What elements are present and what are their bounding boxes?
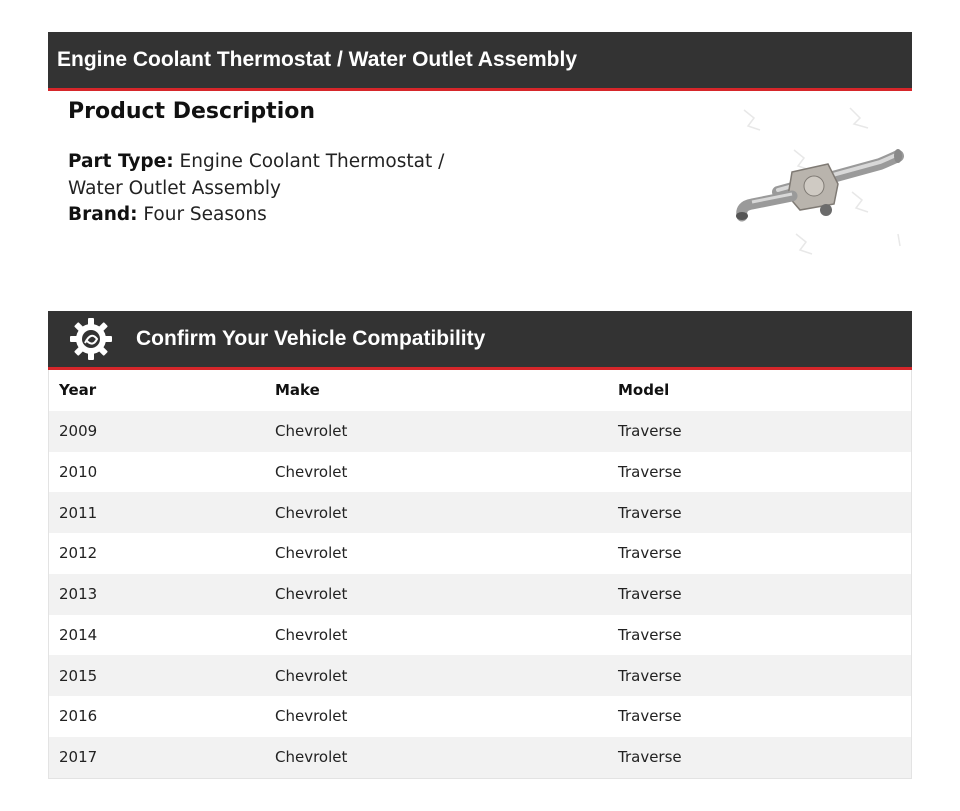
table-row (49, 492, 911, 533)
year-cell: 2016 (59, 707, 98, 726)
compatibility-title: Confirm Your Vehicle Compatibility (136, 327, 486, 350)
table-row (49, 533, 911, 574)
brand-label: Brand: (68, 204, 138, 225)
make-cell: Chevrolet (275, 462, 348, 481)
table-row (49, 655, 911, 696)
column-header-make: Make (275, 381, 320, 400)
make-cell: Chevrolet (275, 707, 348, 726)
table-header-row (49, 370, 911, 411)
make-cell: Chevrolet (265, 737, 608, 778)
year-cell: 2009 (49, 411, 265, 452)
product-title-banner (48, 32, 912, 91)
table-row (49, 615, 911, 656)
product-image (730, 100, 910, 260)
make-cell: Chevrolet (265, 411, 608, 452)
gear-icon (69, 317, 113, 361)
table-row (49, 696, 911, 737)
model-cell: Traverse (618, 707, 682, 726)
product-description (68, 97, 458, 229)
table-row (49, 574, 911, 615)
year-cell: 2013 (49, 574, 265, 615)
year-cell: 2014 (59, 625, 98, 644)
year-cell: 2012 (59, 544, 98, 563)
column-header-year: Year (59, 381, 97, 400)
model-cell: Traverse (618, 462, 682, 481)
year-cell: 2015 (49, 655, 265, 696)
brand-value: Four Seasons (143, 204, 267, 225)
column-header-model: Model (618, 381, 670, 400)
make-cell: Chevrolet (265, 574, 608, 615)
make-cell: Chevrolet (265, 492, 608, 533)
part-type-value: Engine Coolant Thermostat / Water Outlet Assembly (68, 151, 445, 199)
model-cell: Traverse (618, 625, 682, 644)
model-cell: Traverse (608, 411, 911, 452)
table-row (49, 737, 911, 778)
product-description-heading: Product Description (68, 99, 316, 124)
part-type-label: Part Type: (68, 151, 174, 172)
year-cell: 2017 (49, 737, 265, 778)
model-cell: Traverse (608, 574, 911, 615)
compatibility-banner (48, 311, 912, 370)
table-row (49, 411, 911, 452)
model-cell: Traverse (618, 544, 682, 563)
product-title: Engine Coolant Thermostat / Water Outlet Assembly (57, 48, 578, 71)
model-cell: Traverse (608, 655, 911, 696)
model-cell: Traverse (608, 737, 911, 778)
compatibility-table (49, 370, 911, 778)
table-row (49, 452, 911, 493)
year-cell: 2011 (49, 492, 265, 533)
year-cell: 2010 (59, 462, 98, 481)
model-cell: Traverse (608, 492, 911, 533)
make-cell: Chevrolet (265, 655, 608, 696)
make-cell: Chevrolet (275, 544, 348, 563)
compatibility-table-wrapper (48, 370, 912, 779)
part-type-line (68, 149, 458, 229)
make-cell: Chevrolet (275, 625, 348, 644)
